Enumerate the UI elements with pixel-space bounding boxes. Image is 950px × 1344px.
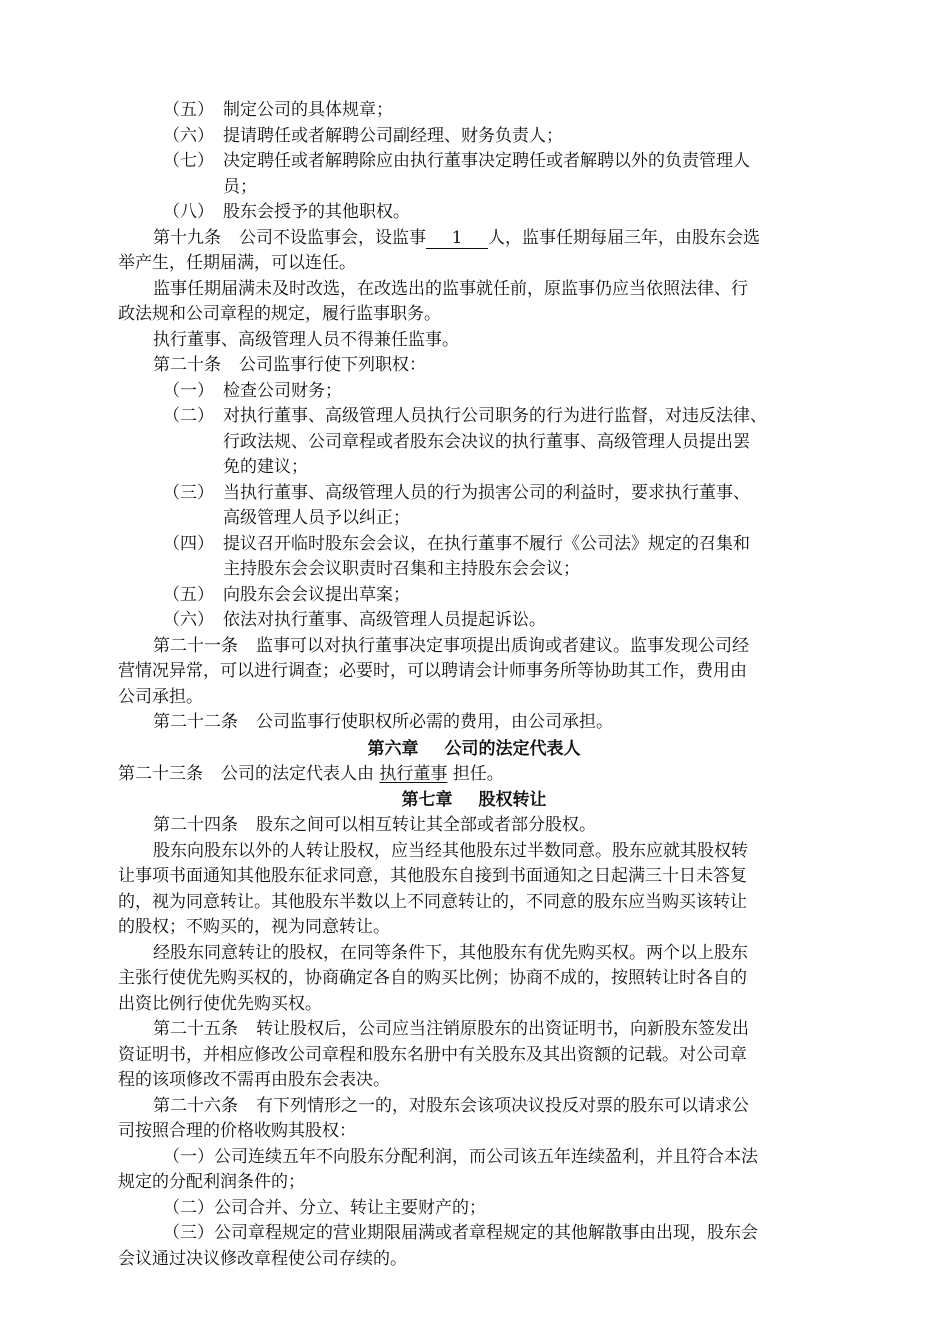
article-text: 公司的法定代表人由 bbox=[221, 763, 374, 784]
item-number: （七） bbox=[163, 151, 214, 171]
item-text: 行政法规、公司章程或者股东会决议的执行董事、高级管理人员提出罢 bbox=[223, 431, 750, 452]
article-text: 资证明书，并相应修改公司章程和股东名册中有关股东及其出资额的记载。对公司章 bbox=[118, 1044, 747, 1065]
article-25 bbox=[118, 1017, 830, 1094]
buyback-conditions-list bbox=[118, 1145, 830, 1273]
item-text: 主持股东会会议职责时召集和主持股东会会议； bbox=[223, 559, 580, 579]
article-20 bbox=[118, 353, 830, 379]
chapter-heading bbox=[118, 736, 830, 762]
article-text: 营情况异常，可以进行调查；必要时，可以聘请会计师事务所等协助其工作，费用由 bbox=[118, 661, 747, 681]
item-number: （五） bbox=[163, 584, 214, 605]
article-22 bbox=[118, 710, 830, 736]
article-text: 司按照合理的价格收购其股权： bbox=[118, 1121, 356, 1141]
item-text: （一）公司连续五年不向股东分配利润，而公司该五年连续盈利，并且符合本法 bbox=[163, 1146, 758, 1167]
list-item bbox=[118, 608, 830, 634]
list-item bbox=[118, 404, 830, 481]
article-label: 第二十三条 bbox=[118, 763, 203, 784]
item-text: 制定公司的具体规章； bbox=[223, 100, 393, 120]
item-number: （四） bbox=[163, 533, 214, 554]
item-text: （二）公司合并、分立、转让主要财产的； bbox=[163, 1197, 486, 1218]
chapter-number: 第七章 bbox=[401, 790, 453, 810]
item-text: 检查公司财务； bbox=[223, 380, 342, 401]
item-number: （二） bbox=[163, 406, 214, 426]
article-text: 程的该项修改不需再由股东会表决。 bbox=[118, 1070, 390, 1090]
item-text: 决定聘任或者解聘除应由执行董事决定聘任或者解聘以外的负责管理人 bbox=[223, 151, 750, 171]
article-text: 公司不设监事会，设监事 bbox=[239, 227, 426, 248]
article-text: 担任。 bbox=[452, 763, 504, 784]
item-number: （六） bbox=[163, 610, 214, 630]
item-text: 向股东会会议提出草案； bbox=[223, 584, 410, 605]
list-item bbox=[118, 379, 830, 405]
article-23 bbox=[118, 762, 830, 788]
manager-powers-list bbox=[118, 98, 830, 226]
item-text: 会议通过决议修改章程使公司存续的。 bbox=[118, 1248, 407, 1269]
item-text: 股东会授予的其他职权。 bbox=[223, 202, 410, 222]
list-item bbox=[118, 481, 830, 532]
item-text: 依法对执行董事、高级管理人员提起诉讼。 bbox=[223, 610, 546, 630]
item-text: 提请聘任或者解聘公司副经理、财务负责人； bbox=[223, 125, 563, 146]
list-item bbox=[118, 583, 830, 609]
paragraph-no-dual-role: 执行董事、高级管理人员不得兼任监事。 bbox=[153, 329, 459, 350]
article-label: 第十九条 bbox=[153, 227, 221, 248]
item-text: 规定的分配利润条件的； bbox=[118, 1172, 305, 1192]
chapter-title: 公司的法定代表人 bbox=[444, 738, 581, 759]
article-text: 转让股权后，公司应当注销原股东的出资证明书，向新股东签发出 bbox=[256, 1019, 749, 1039]
article-26 bbox=[118, 1094, 830, 1145]
article-text: 公司承担。 bbox=[118, 686, 203, 707]
article-text: 公司监事行使职权所必需的费用，由公司承担。 bbox=[256, 712, 613, 732]
article-text: 监事可以对执行董事决定事项提出质询或者建议。监事发现公司经 bbox=[256, 635, 749, 656]
paragraph-transfer-outsiders: 股东向股东以外的人转让股权，应当经其他股东过半数同意。股东应就其股权转 让事项书面通知其他股东征求同意，其他股东自接到书面通知之日起满三十日未答复 的，视为同意转让。其他股东半数以上不同意转让的，不同意的股东应当购买该转让 的股权；不购买的，视为同意转让。 bbox=[118, 840, 748, 937]
supervisor-count-field: 1 bbox=[426, 228, 488, 249]
chapter-number: 第六章 bbox=[367, 738, 419, 759]
article-label: 第二十六条 bbox=[153, 1095, 238, 1116]
list-item bbox=[118, 532, 830, 583]
list-item bbox=[118, 98, 830, 124]
article-label: 第二十一条 bbox=[153, 635, 238, 656]
item-number: （五） bbox=[163, 100, 214, 120]
list-item bbox=[118, 124, 830, 150]
list-item bbox=[118, 1221, 830, 1272]
document-page bbox=[118, 98, 830, 1272]
paragraph-preemptive-right: 经股东同意转让的股权，在同等条件下，其他股东有优先购买权。两个以上股东 主张行使优先购买权的，协商确定各自的购买比例；协商不成的，按照转让时各自的 出资比例行使优先购买权。 bbox=[118, 942, 748, 1014]
item-text: （三）公司章程规定的营业期限届满或者章程规定的其他解散事由出现，股东会 bbox=[163, 1223, 758, 1243]
item-text: 当执行董事、高级管理人员的行为损害公司的利益时，要求执行董事、 bbox=[223, 482, 750, 503]
article-19 bbox=[118, 226, 830, 277]
list-item bbox=[118, 1145, 830, 1196]
legal-rep-field: 执行董事 bbox=[379, 763, 448, 784]
item-number: （三） bbox=[163, 482, 214, 503]
article-21 bbox=[118, 634, 830, 711]
article-24 bbox=[118, 813, 830, 839]
chapter-title: 股权转让 bbox=[478, 790, 547, 810]
item-text: 提议召开临时股东会会议，在执行董事不履行《公司法》规定的召集和 bbox=[223, 533, 750, 554]
supervisor-powers-list bbox=[118, 379, 830, 634]
list-item bbox=[118, 149, 830, 200]
item-number: （八） bbox=[163, 202, 214, 222]
item-text: 免的建议； bbox=[223, 457, 308, 477]
article-text: 公司监事行使下列职权： bbox=[239, 355, 426, 375]
article-text: 人，监事任期每届三年，由股东会选 bbox=[488, 227, 760, 248]
article-text: 股东之间可以相互转让其全部或者部分股权。 bbox=[256, 815, 596, 835]
item-number: （六） bbox=[163, 125, 214, 146]
item-text: 员； bbox=[223, 176, 257, 197]
article-label: 第二十四条 bbox=[153, 815, 238, 835]
article-text: 举产生，任期届满，可以连任。 bbox=[118, 253, 356, 273]
article-label: 第二十条 bbox=[153, 355, 221, 375]
article-label: 第二十五条 bbox=[153, 1019, 238, 1039]
list-item bbox=[118, 200, 830, 226]
item-number: （一） bbox=[163, 380, 214, 401]
chapter-heading bbox=[118, 787, 830, 813]
paragraph-supervisor-term: 监事任期届满未及时改选，在改选出的监事就任前，原监事仍应当依照法律、行 政法规和公司章程的规定，履行监事职务。 bbox=[118, 278, 748, 324]
list-item bbox=[118, 1196, 830, 1222]
item-text: 高级管理人员予以纠正； bbox=[223, 508, 410, 528]
article-text: 有下列情形之一的，对股东会该项决议投反对票的股东可以请求公 bbox=[256, 1095, 749, 1116]
item-text: 对执行董事、高级管理人员执行公司职务的行为进行监督，对违反法律、 bbox=[223, 406, 767, 426]
article-label: 第二十二条 bbox=[153, 712, 238, 732]
